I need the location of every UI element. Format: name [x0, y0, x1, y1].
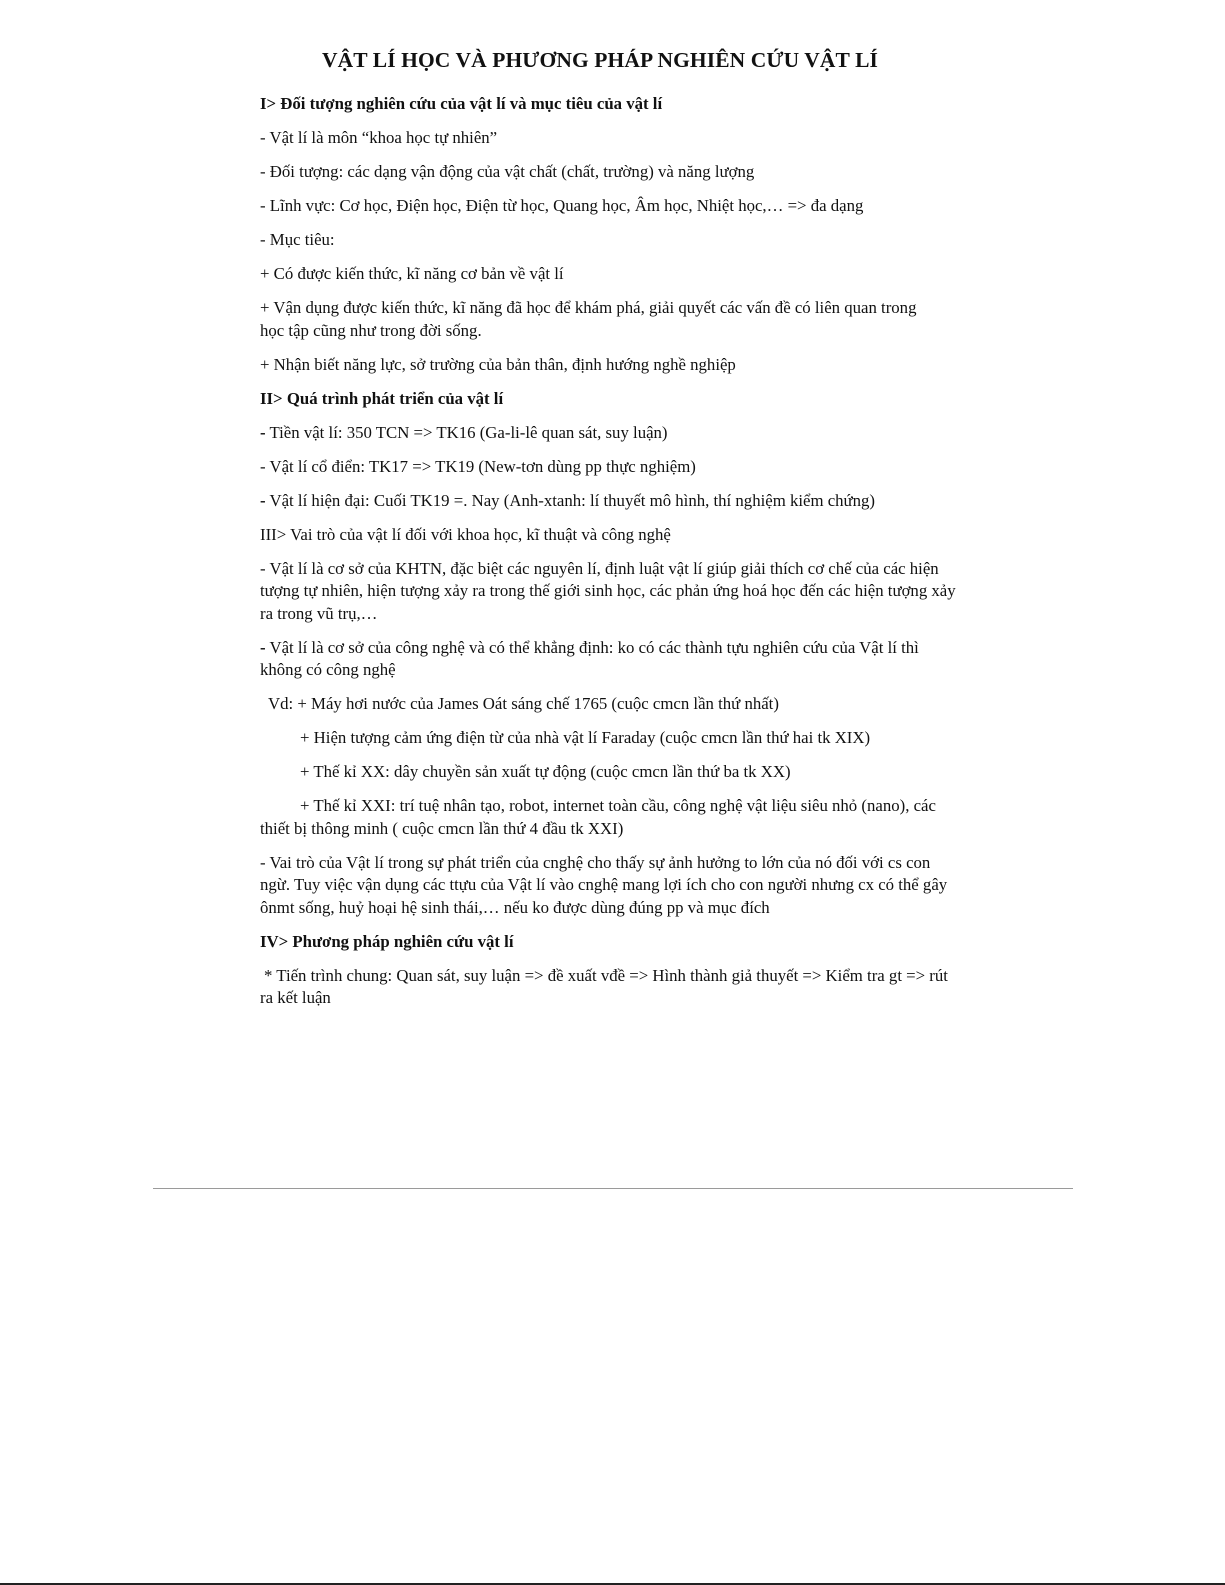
section-2-line-3-text: Vật lí hiện đại: Cuối TK19 =. Nay (Anh-xtanh: lí thuyết mô hình, thí nghiệm kiểm chứng)	[265, 490, 875, 510]
example-line-4: + Thế kỉ XXI: trí tuệ nhân tạo, robot, internet toàn cầu, công nghệ vật liệu siêu nhỏ (nano), các thiết bị thông minh ( cuộc cmcn lần thứ 4 đầu tk XXI)	[260, 796, 936, 838]
section-1-line-4: - Mục tiêu:	[260, 230, 335, 249]
section-1-line-7: + Nhận biết năng lực, sở trường của bản thân, định hướng nghề nghiệp	[260, 354, 736, 374]
example-line-3: + Thế kỉ XX: dây chuyền sản xuất tự động (cuộc cmcn lần thứ ba tk XX)	[300, 762, 791, 781]
section-3-para-1: - Vật lí là cơ sở của KHTN, đặc biệt các nguyên lí, định luật vật lí giúp giải thích cơ chế của các hiện tượng tự nhiên, hiện tượng xảy ra trong thế giới sinh học, các phản ứng hoá học đến các hiện tượng xảy ra trong vũ trụ,…	[260, 558, 956, 623]
section-2-line-2	[260, 456, 960, 479]
document-page	[260, 48, 960, 1021]
section-1-line-6: + Vận dụng được kiến thức, kĩ năng đã học để khám phá, giải quyết các vấn đề có liên quan trong học tập cũng như trong đời sống.	[260, 298, 917, 340]
section-1-line-1: - Vật lí là môn “khoa học tự nhiên”	[260, 128, 498, 147]
section-1-line-2: - Đối tượng: các dạng vận động của vật chất (chất, trường) và năng lượng	[260, 162, 755, 181]
dash-marker: -	[260, 490, 266, 510]
section-2-heading: II> Quá trình phát triển của vật lí	[260, 388, 504, 408]
section-1-line-5: + Có được kiến thức, kĩ năng cơ bản về vật lí	[260, 264, 564, 283]
section-2-line-1	[260, 422, 960, 445]
section-4-para-1: * Tiến trình chung: Quan sát, suy luận => đề xuất vđề => Hình thành giả thuyết => Kiểm tra gt => rút ra kết luận	[260, 965, 948, 1007]
section-1-heading: I> Đối tượng nghiên cứu của vật lí và mục tiêu của vật lí	[260, 94, 663, 113]
page-title: VẬT LÍ HỌC VÀ PHƯƠNG PHÁP NGHIÊN CỨU VẬT LÍ	[322, 48, 878, 72]
section-3-para-2-text: Vật lí là cơ sở của công nghệ và có thể khẳng định: ko có các thành tựu nghiên cứu của Vật lí thì không có công nghệ	[260, 637, 919, 679]
example-line-1: Vd: + Máy hơi nước của James Oát sáng chế 1765 (cuộc cmcn lần thứ nhất)	[268, 694, 779, 713]
section-1-line-3: - Lĩnh vực: Cơ học, Điện học, Điện từ học, Quang học, Âm học, Nhiệt học,… => đa dạng	[260, 196, 864, 215]
section-3-para-2	[260, 637, 960, 682]
section-2-line-3	[260, 490, 960, 513]
section-2-line-1-text: Tiền vật lí: 350 TCN => TK16 (Ga-li-lê quan sát, suy luận)	[265, 422, 668, 442]
section-2-line-2-text: - Vật lí cổ điển: TK17 => TK19 (New-tơn dùng pp thực nghiệm)	[260, 456, 696, 476]
section-3-para-3: - Vai trò của Vật lí trong sự phát triển của cnghệ cho thấy sự ảnh hưởng to lớn của nó đối với cs con ngừ. Tuy việc vận dụng các ttựu của Vật lí vào cnghệ mang lợi ích cho con người nhưng cx có thể gây ônmt sống, huỷ hoại hệ sinh thái,… nếu ko được dùng đúng pp và mục đích	[260, 852, 948, 917]
page-divider	[153, 1188, 1073, 1189]
example-line-2: + Hiện tượng cảm ứng điện từ của nhà vật lí Faraday (cuộc cmcn lần thứ hai tk XIX)	[300, 728, 871, 747]
dash-marker: -	[260, 422, 266, 442]
section-3-heading: III> Vai trò của vật lí đối với khoa học, kĩ thuật và công nghệ	[260, 524, 671, 544]
dash-marker: -	[260, 637, 266, 657]
section-4-heading: IV> Phương pháp nghiên cứu vật lí	[260, 931, 514, 951]
